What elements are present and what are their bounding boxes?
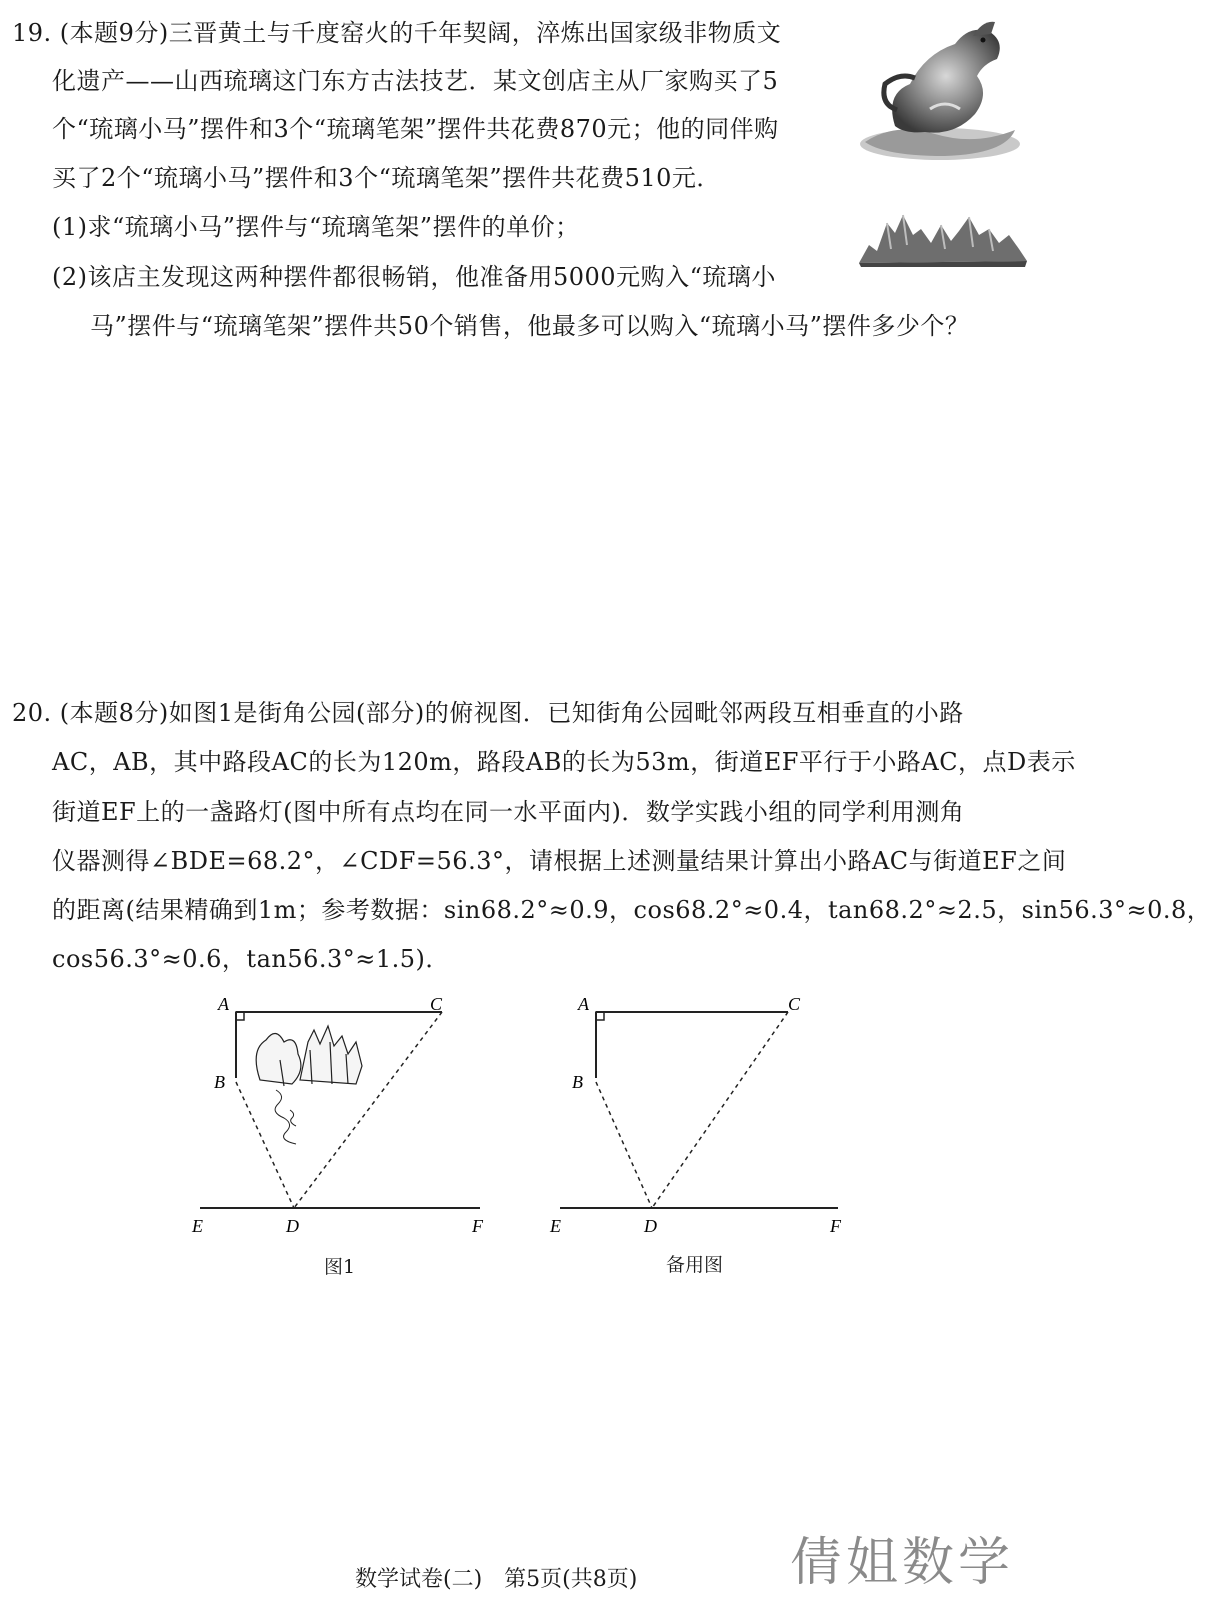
q20-line-3: 街道EF上的一盏路灯(图中所有点均在同一水平面内)．数学实践小组的同学利用测角 — [52, 798, 965, 826]
label-c: C — [788, 994, 801, 1014]
label-d: D — [286, 1216, 299, 1236]
label-e: E — [550, 1216, 561, 1236]
label-f: F — [830, 1216, 841, 1236]
q20-line-2: AC，AB，其中路段AC的长为120m，路段AB的长为53m，街道EF平行于小路AC，点D表示 — [52, 748, 1076, 776]
page-footer: 数学试卷(二) 第5页(共8页) — [355, 1567, 638, 1592]
label-b: B — [214, 1072, 225, 1092]
glass-horse-image — [855, 14, 1025, 164]
q19-line-2: 化遗产——山西琉璃这门东方古法技艺．某文创店主从厂家购买了5 — [52, 67, 779, 95]
label-c: C — [430, 994, 443, 1014]
right-angle-mark — [596, 1012, 604, 1020]
watermark: 倩姐数学 — [790, 1533, 1015, 1593]
q19-line-4: 买了2个“琉璃小马”摆件和3个“琉璃笔架”摆件共花费510元． — [52, 164, 721, 192]
q20-line-5: 的距离(结果精确到1m；参考数据：sin68.2°≈0.9，cos68.2°≈0.4，tan68.2°≈2.5，sin56.3°≈0.8， — [52, 896, 1211, 924]
spare-figure-diagram — [540, 990, 860, 1240]
label-a: A — [218, 994, 229, 1014]
q19-subquestion-2-line-2: 马”摆件与“琉璃笔架”摆件共50个销售，他最多可以购入“琉璃小马”摆件多少个？ — [90, 312, 970, 340]
q19-line-1: 19. (本题9分)三晋黄土与千度窑火的千年契阔，淬炼出国家级非物质文 — [12, 19, 782, 47]
segment-bd — [596, 1082, 652, 1208]
q19-subquestion-1: (1)求“琉璃小马”摆件与“琉璃笔架”摆件的单价； — [52, 213, 580, 241]
segment-cd — [652, 1012, 788, 1208]
label-b: B — [572, 1072, 583, 1092]
spare-figure-caption: 备用图 — [666, 1254, 724, 1276]
q20-line-6: cos56.3°≈0.6，tan56.3°≈1.5)． — [52, 945, 450, 973]
label-e: E — [192, 1216, 203, 1236]
q20-line-4: 仪器测得∠BDE=68.2°，∠CDF=56.3°，请根据上述测量结果计算出小路AC与街道EF之间 — [52, 847, 1067, 875]
segment-bd — [236, 1082, 294, 1208]
figure-1-caption: 图1 — [324, 1256, 356, 1278]
park-trees-drawing — [256, 1026, 362, 1144]
q20-line-1: 20. (本题8分)如图1是街角公园(部分)的俯视图．已知街角公园毗邻两段互相垂直的小路 — [12, 699, 964, 727]
label-a: A — [578, 994, 589, 1014]
glass-pen-holder-image — [855, 205, 1030, 270]
q19-line-3: 个“琉璃小马”摆件和3个“琉璃笔架”摆件共花费870元；他的同伴购 — [52, 115, 779, 143]
label-d: D — [644, 1216, 657, 1236]
label-f: F — [472, 1216, 483, 1236]
right-angle-mark — [236, 1012, 244, 1020]
figure-1-diagram — [180, 990, 500, 1240]
q19-subquestion-2-line-1: (2)该店主发现这两种摆件都很畅销，他准备用5000元购入“琉璃小 — [52, 263, 776, 291]
